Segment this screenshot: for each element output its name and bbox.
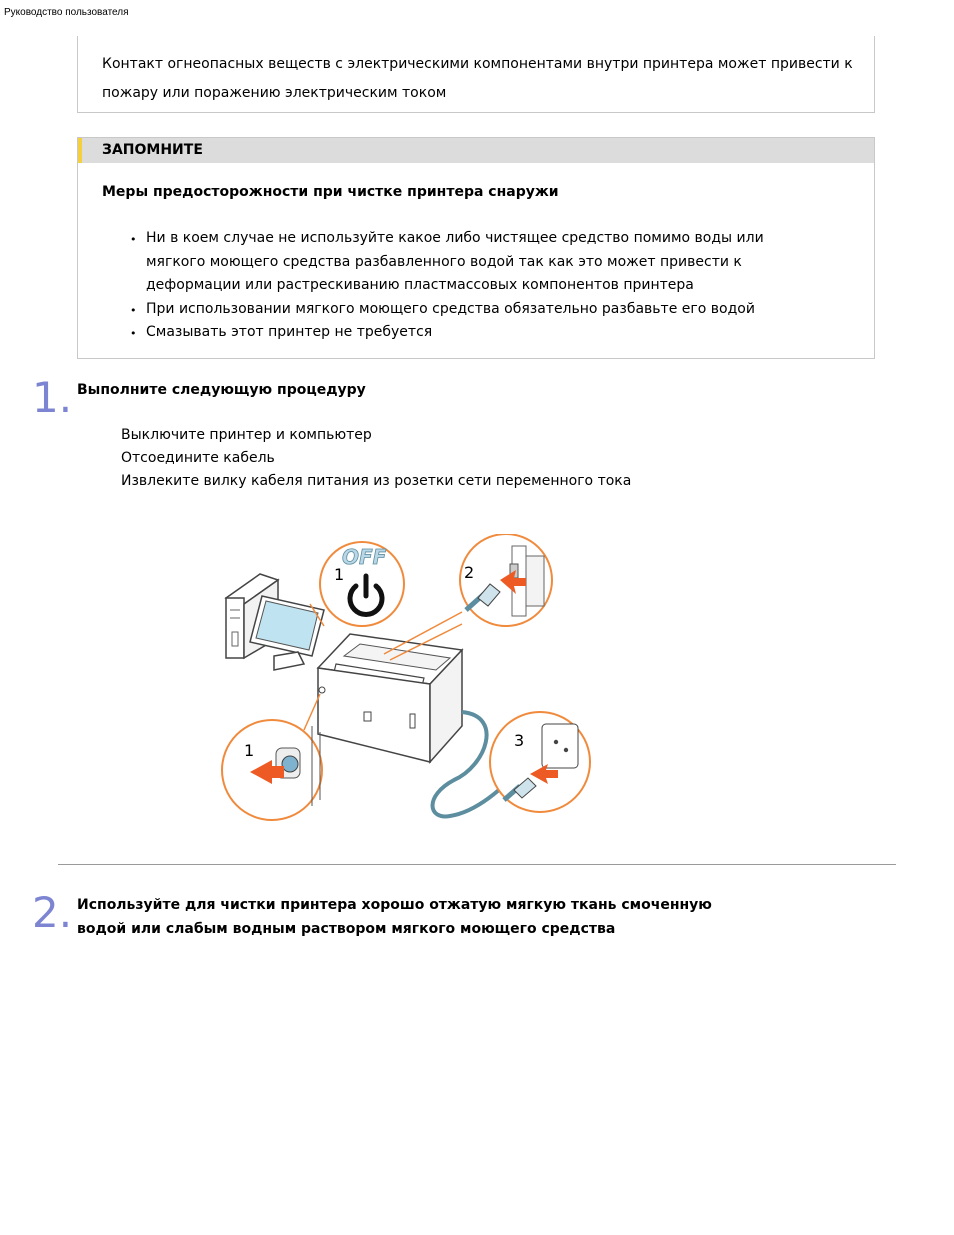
remember-list [128,227,808,345]
printer-disconnect-illustration [214,534,598,824]
remember-subtitle: Меры предосторожности при чистке принтера снаружи [102,184,559,200]
power-button-icon [282,756,298,772]
callout-number: 1 [334,565,345,584]
step-2-title [77,894,712,941]
remember-box [77,137,875,359]
list-item: • Смазывать этот принтер не требуется [128,321,808,345]
substep-item: Отсоедините кабель [121,450,275,466]
list-item: • При использовании мягкого моющего средства обязательно разбавьте его водой [128,298,808,322]
remember-heading: ЗАПОМНИТЕ [102,142,203,158]
step-2-number: 2. [32,888,73,937]
power-off-callout [320,542,404,626]
step-1-number: 1. [32,373,73,422]
cable-callout [460,534,552,626]
outlet-icon [542,724,578,768]
warning-text: Контакт огнеопасных веществ с электрическими компонентами внутри принтера может привести к пожару или поражению электрическим током [102,56,853,101]
remember-heading-bar [78,138,874,163]
callout-number: 2 [464,563,475,582]
warning-box [77,36,875,113]
wall-outlet-callout [490,712,590,812]
callout-number: 1 [244,741,255,760]
callout-number: 3 [514,731,525,750]
document-header-title: Руководство пользователя [4,7,129,18]
monitor-icon [250,596,324,670]
step-2-title-line-1: Используйте для чистки принтера хорошо отжатую мягкую ткань смоченную [77,897,712,913]
power-button-callout [222,720,322,820]
printer-icon [318,634,462,762]
substep-item: Извлеките вилку кабеля питания из розетки сети переменного тока [121,473,632,489]
step-2-title-line-2: водой или слабым водным раствором мягкого моющего средства [77,920,616,937]
off-label: OFF [342,545,387,569]
step-1-substeps [121,424,631,493]
section-divider [58,864,896,865]
step-1-title: Выполните следующую процедуру [77,382,366,398]
list-item: • Ни в коем случае не используйте какое либо чистящее средство помимо воды или мягкого моющего средства разбавленного водой так как это может привести к деформации или растрескиванию пластмассовых компонентов принтера [128,227,808,298]
substep-item: Выключите принтер и компьютер [121,427,372,443]
